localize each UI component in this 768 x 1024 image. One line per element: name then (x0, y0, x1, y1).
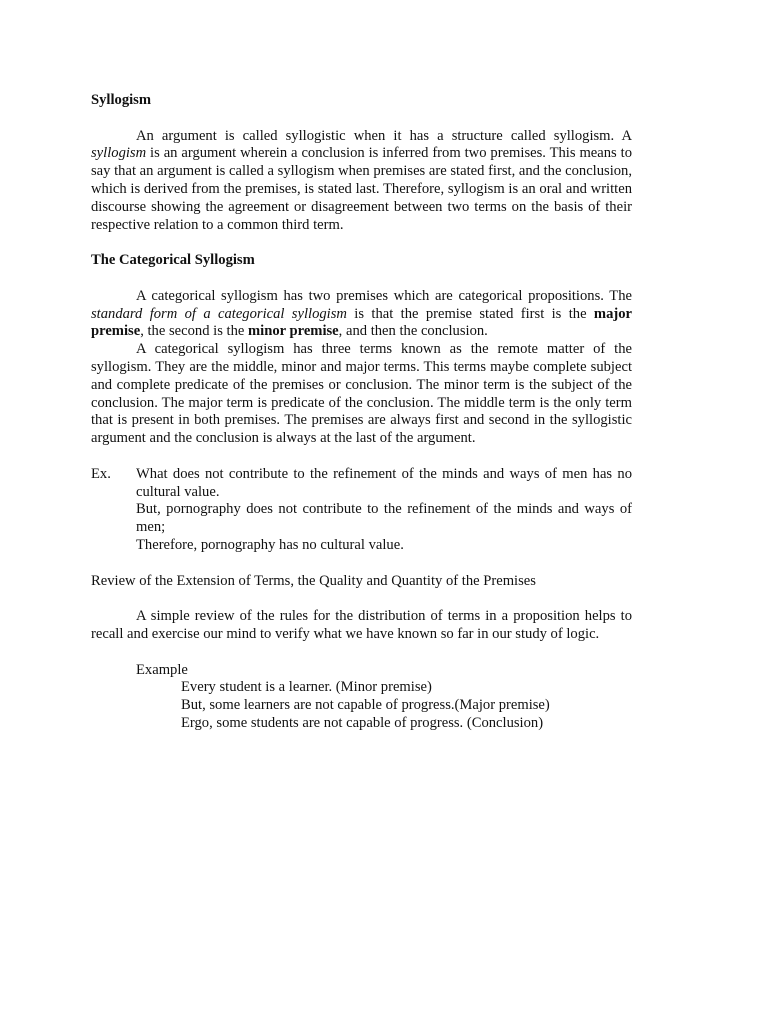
example-major-premise: What does not contribute to the refinement of the minds and ways of men has no cultural value. (136, 465, 632, 500)
document-page (91, 92, 632, 733)
text-run: An argument is called syllogistic when it has a structure called syllogism. A (136, 127, 632, 144)
example-distribution-label: Example (136, 661, 188, 678)
example-syllogism (91, 466, 632, 555)
section-heading-categorical-syllogism: The Categorical Syllogism (91, 252, 255, 269)
example-distribution-line: Ergo, some students are not capable of progress. (Conclusion) (181, 714, 544, 731)
bold-term: minor premise (248, 323, 339, 340)
example-distribution-line: But, some learners are not capable of progress.(Major premise) (181, 697, 550, 714)
spacer (91, 644, 632, 662)
spacer (91, 590, 632, 608)
text-run: is an argument wherein a conclusion is inferred from two premises. This means to say that an argument is called a syllogism when premises are stated first, and the conclusion, which is derived from the premises, is stated last. Therefore, syllogism is an oral and written discourse showing the agreement or disagreement between two terms on the basis of their respective relation to a common third term. (91, 145, 632, 233)
spacer (91, 270, 632, 288)
spacer (91, 448, 632, 466)
example-premises (136, 466, 632, 555)
categorical-terms-paragraph: A categorical syllogism has three terms known as the remote matter of the syllogism. They are the middle, minor and major terms. This terms maybe complete subject and complete predicate of the premises or conclusion. The minor term is the subject of the conclusion. The major term is predicate of the conclusion. The middle term is the only term that is present in both premises. The premises are always first and second in the syllogistic argument and the conclusion is always at the last of the argument. (91, 341, 632, 447)
section-heading-review: Review of the Extension of Terms, the Quality and Quantity of the Premises (91, 572, 536, 589)
example-distribution-lines (136, 679, 632, 732)
spacer (91, 555, 632, 573)
example-conclusion: Therefore, pornography has no cultural value. (136, 536, 404, 553)
text-run: is that the premise stated first is the (346, 305, 594, 322)
text-run: , and then the conclusion. (338, 323, 488, 340)
bold-term: major premise (91, 305, 632, 340)
example-distribution (91, 662, 632, 733)
syllogism-definition-paragraph (91, 128, 632, 235)
example-label: Ex. (91, 465, 111, 482)
text-run: , the second is the (140, 323, 248, 340)
review-paragraph: A simple review of the rules for the distribution of terms in a proposition helps to recall and exercise our mind to verify what we have known so far in our study of logic. (91, 608, 632, 642)
example-minor-premise: But, pornography does not contribute to the refinement of the minds and ways of men; (136, 501, 632, 536)
text-run: A categorical syllogism has two premises which are categorical propositions. The (136, 287, 632, 304)
example-distribution-line: Every student is a learner. (Minor premise) (181, 679, 432, 696)
categorical-standard-form-paragraph (91, 288, 632, 341)
italic-term: standard form of a categorical syllogism (91, 305, 347, 322)
spacer (91, 110, 632, 128)
italic-term: syllogism (91, 145, 147, 162)
section-heading-syllogism: Syllogism (91, 92, 152, 108)
spacer (91, 234, 632, 252)
